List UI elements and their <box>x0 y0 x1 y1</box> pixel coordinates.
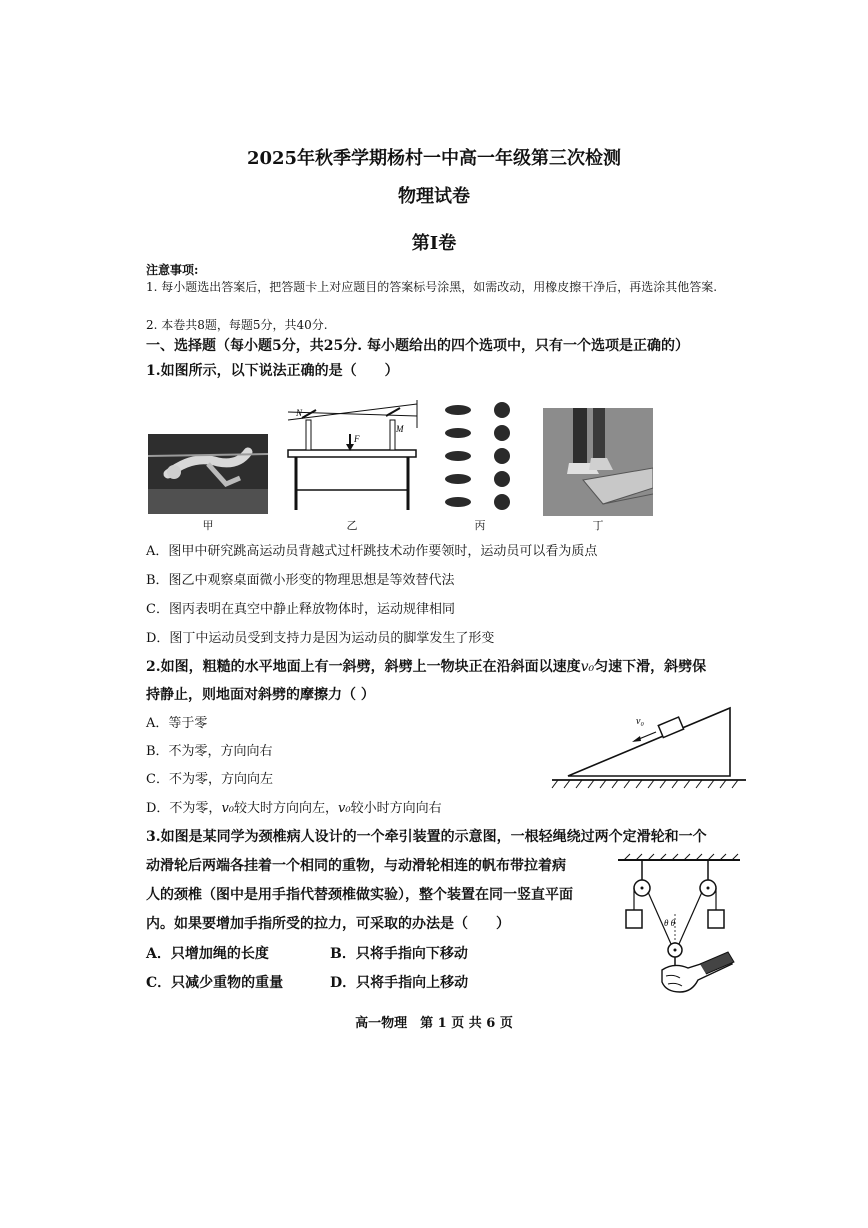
q3-pulley-diagram <box>614 852 744 1002</box>
q3-stem-line1: 3.如图是某同学为颈椎病人设计的一个牵引装置的示意图，一根轻绳绕过两个定滑轮和一个 <box>146 829 707 845</box>
exam-volume: 第Ⅰ卷 <box>411 233 457 254</box>
table-mirror-diagram <box>282 398 422 514</box>
exam-subject: 物理试卷 <box>398 186 470 207</box>
high-jump-image <box>148 434 268 514</box>
wedge-incline-diagram <box>548 700 748 792</box>
q2-stem-line2: 持静止，则地面对斜劈的摩擦力（ ） <box>146 687 375 703</box>
q2-option-d <box>146 797 442 816</box>
q3-stem-line4: 内。如果要增加手指所受的拉力，可采取的办法是（ ） <box>146 916 510 932</box>
q2-stem-part-a: 2.如图，粗糙的水平地面上有一斜劈，斜劈上一物块正在沿斜面以速度 <box>146 659 581 675</box>
figure-ding-photo <box>543 408 653 516</box>
q1-option-c: C．图丙表明在真空中静止释放物体时，运动规律相同 <box>146 602 455 617</box>
q1-option-a: A．图甲中研究跳高运动员背越式过杆跳技术动作要领时，运动员可以看为质点 <box>146 544 598 559</box>
notes-heading: 注意事项: <box>146 263 199 277</box>
figure-ding-label: 丁 <box>592 519 604 532</box>
section-heading: 一、选择题（每小题5分，共25分. 每小题给出的四个选项中，只有一个选项是正确的） <box>146 338 689 354</box>
q2-wedge-diagram <box>548 700 748 792</box>
q2-stem-line1 <box>146 656 706 676</box>
q2-option-d-mid1: 较大时方向向左， <box>234 801 339 816</box>
q2-figure-v0-label: v₀ <box>636 716 644 727</box>
label-f: F <box>354 434 360 444</box>
runner-foot-image <box>543 408 653 516</box>
figure-yi-label: 乙 <box>346 519 358 532</box>
figure-bing-photo <box>438 400 522 512</box>
q2-option-a: A．等于零 <box>146 716 208 731</box>
q1-option-d: D．图丁中运动员受到支持力是因为运动员的脚掌发生了形变 <box>146 631 495 646</box>
q3-stem-line2: 动滑轮后两端各挂着一个相同的重物，与动滑轮相连的帆布带拉着病 <box>146 858 566 874</box>
q1-stem: 1.如图所示，以下说法正确的是（ ） <box>146 363 399 379</box>
q2-option-b: B．不为零，方向向右 <box>146 744 273 759</box>
figure-bing-label: 丙 <box>474 519 486 532</box>
q2-v0: v₀ <box>580 659 595 675</box>
label-m: M <box>396 424 404 434</box>
traction-pulley-diagram <box>614 852 744 1002</box>
label-n: N <box>296 408 303 418</box>
note-item-1: 1. 每小题选出答案后，把答题卡上对应题目的答案标号涂黑，如需改动，用橡皮擦干净后，再选涂其他答案. <box>146 280 718 294</box>
q3-option-d: D．只将手指向上移动 <box>330 975 469 991</box>
feather-apple-image <box>438 400 522 512</box>
q3-option-c: C．只减少重物的重量 <box>146 975 284 991</box>
note-item-2: 2. 本卷共8题，每题5分，共40分. <box>146 318 328 332</box>
q3-stem-line3: 人的颈椎（图中是用手指代替颈椎做实验），整个装置在同一竖直平面 <box>146 887 573 903</box>
q3-option-a: A．只增加绳的长度 <box>146 946 269 962</box>
q1-option-b: B．图乙中观察桌面微小形变的物理思想是等效替代法 <box>146 573 455 588</box>
q2-option-d-v0-a: v₀ <box>221 801 234 816</box>
page-footer: 高一物理 第 1 页 共 6 页 <box>355 1016 513 1031</box>
q2-option-d-mid2: 较小时方向向右 <box>350 801 442 816</box>
q2-stem-part-b: 匀速下滑，斜劈保 <box>594 659 707 675</box>
exam-title: 2025年秋季学期杨村一中高一年级第三次检测 <box>246 148 622 169</box>
figure-yi-diagram <box>282 398 422 514</box>
q3-angle-label: θ θ <box>664 918 676 928</box>
q2-option-d-v0-b: v₀ <box>338 801 351 816</box>
figure-jia-photo <box>148 434 268 514</box>
q3-option-b: B．只将手指向下移动 <box>330 946 468 962</box>
q2-option-d-prefix: D．不为零， <box>146 801 222 816</box>
figure-jia-label: 甲 <box>202 519 214 532</box>
q2-option-c: C．不为零，方向向左 <box>146 772 273 787</box>
